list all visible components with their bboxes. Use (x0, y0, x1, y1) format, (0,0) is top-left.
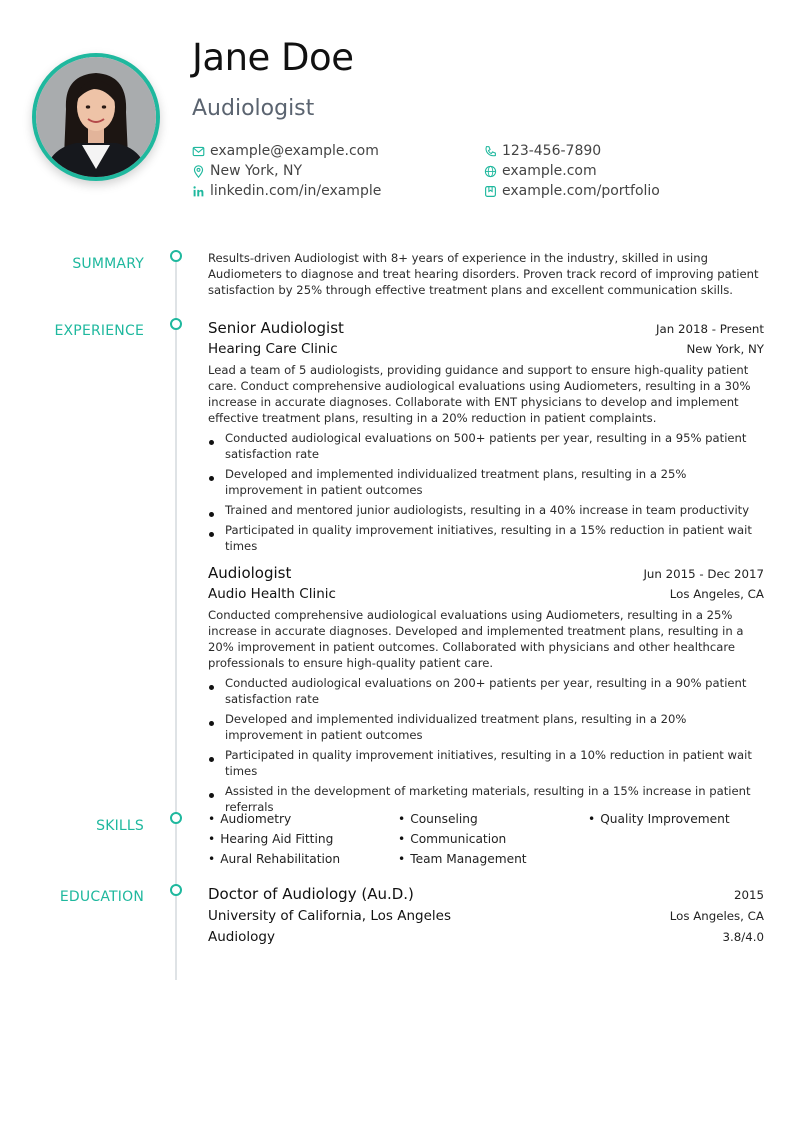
phone-icon (484, 145, 497, 158)
location-pin-icon (192, 165, 205, 178)
contact-phone[interactable] (484, 143, 601, 159)
contact-email[interactable] (192, 143, 379, 159)
portfolio-icon (484, 185, 497, 198)
job-company: Hearing Care Clinic (208, 341, 338, 357)
experience-entry (208, 564, 764, 819)
candidate-role: Audiologist (192, 96, 315, 121)
achievement-item: Trained and mentored junior audiologists, resulting in a 40% increase in team productivity (208, 502, 764, 518)
field-of-study: Audiology (208, 929, 275, 945)
linkedin-icon (192, 185, 205, 198)
job-company: Audio Health Clinic (208, 586, 336, 602)
skill-item: • Counseling (398, 812, 478, 826)
linkedin-text: linkedin.com/in/example (210, 183, 382, 199)
contact-location (192, 163, 302, 179)
section-title-experience: EXPERIENCE (54, 323, 144, 339)
skill-item: • Hearing Aid Fitting (208, 832, 333, 846)
job-achievements (208, 675, 764, 815)
achievement-item: Conducted audiological evaluations on 200+ patients per year, resulting in a 90% patient satisfaction rate (208, 675, 764, 707)
timeline-dot-education (170, 884, 182, 896)
job-description: Lead a team of 5 audiologists, providing guidance and support to ensure high-quality patient care. Conduct comprehensive audiological evaluations using Audiometers, resulting in a 30% increase in accurate diagnoses. Collaborate with ENT physicians to develop and implement effective treatment plans, resulting in a 20% reduction in patient complaints. (208, 363, 751, 425)
section-title-summary: SUMMARY (72, 256, 144, 272)
skill-item: • Communication (398, 832, 506, 846)
contact-linkedin[interactable] (192, 183, 381, 199)
graduation-year: 2015 (733, 888, 764, 902)
location-text: New York, NY (210, 163, 303, 179)
job-description: Conducted comprehensive audiological evaluations using Audiometers, resulting in a 25% increase in accurate diagnoses. Developed and implemented treatment plans, resulting in a 20% improvement in patient outcomes. Collaborated with physicians and other healthcare professionals to ensure high-quality patient care. (208, 608, 744, 670)
school-location: Los Angeles, CA (669, 909, 764, 923)
contact-portfolio[interactable] (484, 183, 660, 199)
job-title: Senior Audiologist (208, 319, 344, 337)
profile-photo (32, 53, 160, 181)
section-title-skills: SKILLS (96, 818, 144, 834)
timeline-dot-experience (170, 318, 182, 330)
phone-text: 123-456-7890 (502, 143, 602, 159)
timeline-dot-skills (170, 812, 182, 824)
degree: Doctor of Audiology (Au.D.) (208, 885, 414, 903)
mail-icon (192, 145, 205, 158)
contact-website[interactable] (484, 163, 597, 179)
job-location: Los Angeles, CA (669, 587, 764, 601)
achievement-item: Participated in quality improvement initiatives, resulting in a 10% reduction in patient wait times (208, 747, 764, 779)
achievement-item: Conducted audiological evaluations on 500+ patients per year, resulting in a 95% patient satisfaction rate (208, 430, 764, 462)
section-title-education: EDUCATION (59, 889, 144, 905)
skill-item: • Aural Rehabilitation (208, 852, 340, 866)
globe-icon (484, 165, 497, 178)
candidate-name: Jane Doe (192, 36, 354, 79)
school-name: University of California, Los Angeles (208, 908, 452, 924)
job-title: Audiologist (208, 564, 292, 582)
skill-item: • Team Management (398, 852, 527, 866)
portfolio-text: example.com/portfolio (502, 183, 660, 199)
job-location: New York, NY (686, 342, 764, 356)
job-dates: Jan 2018 - Present (656, 322, 764, 336)
timeline-dot-summary (170, 250, 182, 262)
timeline-line (175, 256, 177, 980)
email-text: example@example.com (210, 143, 379, 159)
experience-entry (208, 319, 764, 558)
skill-item: • Audiometry (208, 812, 291, 826)
job-dates: Jun 2015 - Dec 2017 (643, 567, 764, 581)
job-achievements (208, 430, 764, 554)
education-entry (208, 885, 764, 945)
achievement-item: Developed and implemented individualized treatment plans, resulting in a 20% improvement in patient outcomes (208, 711, 764, 743)
achievement-item: Developed and implemented individualized treatment plans, resulting in a 25% improvement in patient outcomes (208, 466, 764, 498)
achievement-item: Participated in quality improvement initiatives, resulting in a 15% reduction in patient wait times (208, 522, 764, 554)
summary-text: Results-driven Audiologist with 8+ years of experience in the industry, skilled in using Audiometers to diagnose and treat hearing disorders. Proven track record of improving patient satisfaction by 25% through effective treatment plans and excellent communication skills. (208, 251, 759, 297)
skill-item: • Quality Improvement (588, 812, 730, 826)
gpa: 3.8/4.0 (722, 930, 764, 944)
achievement-item: Assisted in the development of marketing materials, resulting in a 15% increase in patient referrals (208, 783, 764, 815)
website-text: example.com (502, 163, 597, 179)
